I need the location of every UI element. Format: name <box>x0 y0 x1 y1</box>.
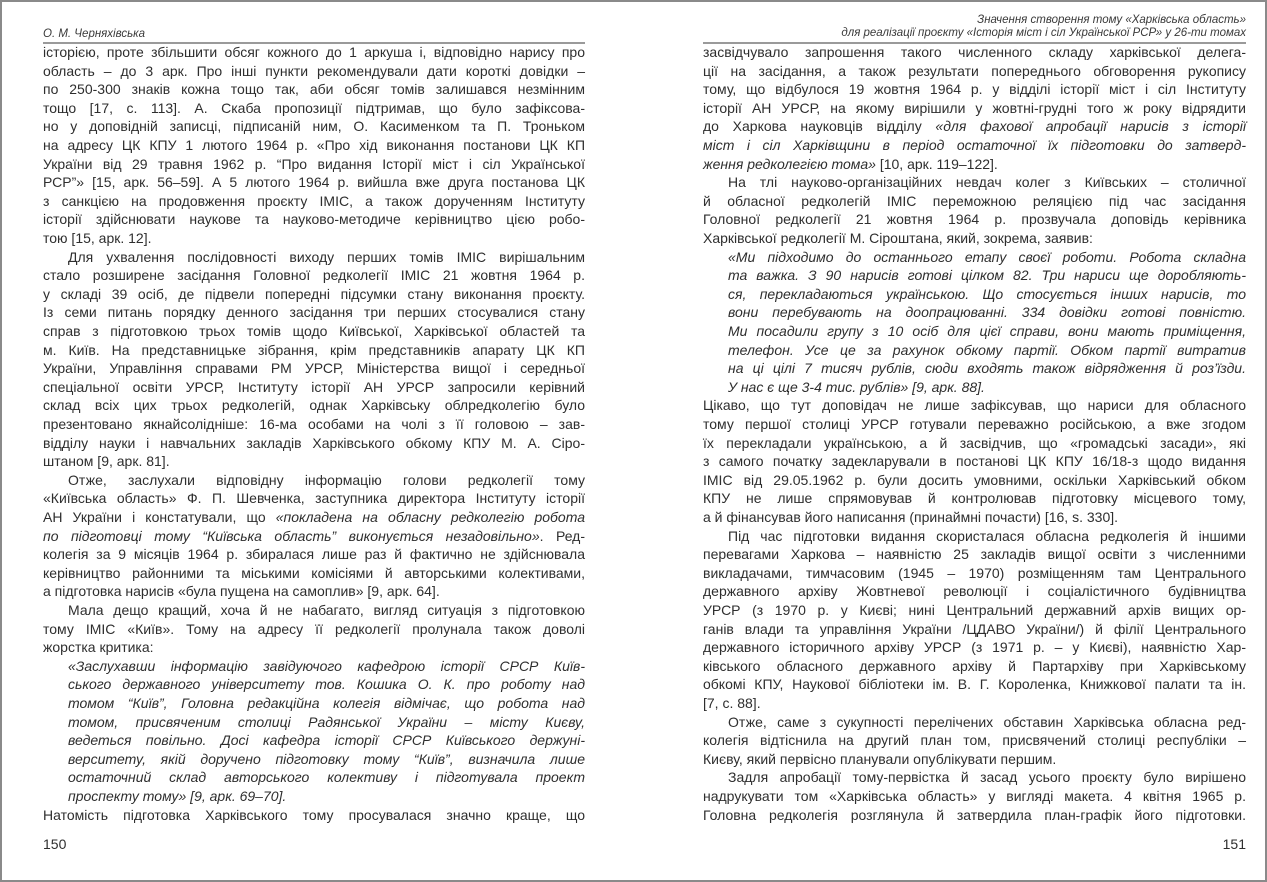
text-line <box>43 620 585 639</box>
line-text: остаточний склад авторського колективу і підготувала проект <box>68 769 585 786</box>
line-text: ганів влади та управління України /ЦДАВО України/) й філії Центрального <box>703 620 1246 637</box>
text-line <box>43 117 585 136</box>
text-line <box>43 248 585 267</box>
line-text: УРСР (з 1970 р. у Києві; нині Центральний державний архів вищих ор- <box>703 602 1246 618</box>
line-text: область – до 3 арк. Про інші пункти рекомендували дати короткі довідки – <box>43 62 585 79</box>
text-line <box>703 471 1246 490</box>
line-text: й обласної редколегій ІМІС переможною реляцією під час засідання <box>703 192 1246 209</box>
text-line <box>703 638 1246 657</box>
line-text: ся, перекладаються українською. Що стосується інших нарисів, то <box>728 285 1246 302</box>
line-text: томом, присвяченим столиці Радянської України – місту Києву, <box>68 713 585 730</box>
quote-line <box>68 787 585 806</box>
text-line <box>703 694 1246 713</box>
text-line <box>703 657 1246 676</box>
quote-line <box>68 675 585 694</box>
text-line <box>43 155 585 174</box>
line-text: Отже, саме з сукупності перелічених обставин Харківська обласна ред- <box>728 713 1246 730</box>
line-text: колегія відтіснила на другий план том, присвячений столиці республіки – <box>703 732 1246 749</box>
text-line <box>703 173 1246 192</box>
line-text: з санкцією на продовження проєкту ІМІС, а також дорученням Інституту <box>43 192 585 209</box>
line-text: тощо [17, с. 113]. А. Скаба пропозиції підтримав, що було зафіксова- <box>43 99 585 116</box>
line-text: колегія за 9 місяців 1964 р. збиралася лише раз й фактично не здійснювала <box>43 546 585 563</box>
text-line <box>43 136 585 155</box>
quote-line <box>68 657 585 676</box>
italic-quote-segment: ження редколегією тома» <box>703 155 876 172</box>
text-line <box>703 489 1246 508</box>
line-text: На тлі науково-організаційних невдач колег з Київських – столичної <box>728 174 1246 191</box>
quote-line <box>68 694 585 713</box>
line-text: Цікаво, що тут доповідач не лише зафіксував, що нариси для обласного <box>703 397 1246 414</box>
line-text: Отже, заслухали відповідну інформацію голови редколегії тому <box>68 471 585 488</box>
line-text: томом “Київ”, Головна редакційна колегія відмічає, що робота над <box>68 695 585 711</box>
right-page <box>703 2 1246 882</box>
line-text: відділу науки і навчальних закладів Харківського обкому КПУ М. А. Сіро- <box>43 434 585 451</box>
line-text: ківського обласного державного архіву й Партархіву при Харківському <box>703 657 1246 674</box>
quote-line <box>728 266 1246 285</box>
quote-line <box>728 341 1246 360</box>
line-text: ІМІС від 29.05.1962 р. були досить умовними, оскільки Харківський обком <box>703 471 1246 488</box>
line-text: з самого початку задекларували в постанові ЦК КПУ 16/18-з щодо видання <box>703 453 1246 470</box>
running-head-author <box>43 14 585 41</box>
text-line <box>703 62 1246 81</box>
line-text: стало розширене засідання Головної редколегії ІМІС 21 жовтня 1964 р. <box>43 267 585 284</box>
running-head-title <box>703 14 1246 41</box>
text-line <box>43 62 585 81</box>
quote-line <box>728 359 1246 378</box>
line-text: засвідчувало запрошення такого численного складу харківської делега- <box>703 44 1246 60</box>
quote-line <box>728 285 1246 304</box>
text-line <box>703 582 1246 601</box>
line-text: спеціальної освіти УРСР, Інституту історії АН УРСР запросили керівний <box>43 378 585 395</box>
line-text: а й фінансував його написання (принаймні почасти) [16, s. 330]. <box>703 509 1119 525</box>
quote-line <box>728 248 1246 267</box>
line-text: Києву, який первісно планували опублікувати першим. <box>703 750 1057 767</box>
line-text <box>43 527 585 546</box>
text-line <box>43 806 585 825</box>
line-text: тому, що відбулося 19 жовтня 1964 р. у відділі історії міст і сіл Інституту <box>703 81 1246 98</box>
italic-quote-segment: «покладена на обласну редколегію робота <box>275 509 585 525</box>
line-text: України, Управління справами РМ УРСР, Міністерства вищої і середньої <box>43 360 585 377</box>
line-text: Натомість підготовка Харківського тому просувалася значно краще, що <box>43 806 585 823</box>
text-line <box>43 545 585 564</box>
line-text: «Ми підходимо до останнього етапу своєї роботи. Робота складна <box>728 248 1246 265</box>
line-text: ведеться повільно. Досі кафедра історії СРСР Київського держуні- <box>68 732 585 749</box>
text-line <box>703 80 1246 99</box>
italic-quote-segment: «для фахової апробації нарисів з історії <box>935 118 1247 135</box>
quote-line <box>728 378 1246 397</box>
line-text: «Київська область» Ф. П. Шевченка, заступника директора Інституту історії <box>43 490 585 507</box>
text-line <box>43 322 585 341</box>
text-line <box>703 229 1246 248</box>
text-line <box>703 731 1246 750</box>
line-text: Під час підготовки видання скористалася обласна редколегія й іншими <box>728 527 1246 544</box>
text-line <box>43 192 585 211</box>
text-line <box>43 43 585 62</box>
line-text: ського державного університету тов. Кошика О. К. про роботу над <box>68 676 585 693</box>
text-line <box>43 415 585 434</box>
line-text: Задля апробації тому-первістка й засад усього проєкту було вирішено <box>728 769 1246 786</box>
text-line <box>703 117 1246 136</box>
text-line <box>703 545 1246 564</box>
line-text: обкомі КПУ, Наукової бібліотеки ім. В. Г. Короленка, Книжкової палати та ін. <box>703 676 1246 693</box>
line-text: РСР”» [15, арк. 56–59]. А 5 лютого 1964 р. вийшла вже друга постанова ЦК <box>43 174 585 191</box>
text-line <box>703 601 1246 620</box>
line-text: на ці цілі 7 тисяч рублів, сюди входять також відрядження й роз’їзди. <box>728 360 1246 377</box>
quote-line <box>68 731 585 750</box>
text-line <box>703 750 1246 769</box>
line-text: [7, с. 88]. <box>703 695 761 711</box>
line-text: державного історичного архіву УРСР (з 1971 р. – у Києві), наявністю Хар- <box>703 639 1246 656</box>
line-text: викладачами, тимчасовим (1945 – 1970) розміщенням там Центрального <box>703 564 1246 581</box>
line-text: а підготовка нарисів «була пущена на самоплив» [9, арк. 64]. <box>43 583 440 600</box>
text-line <box>43 80 585 99</box>
text-line <box>43 341 585 360</box>
line-text: штаном [9, арк. 81]. <box>43 453 170 470</box>
line-text: ції на засідання, а також результати попереднього обговорення рукопису <box>703 62 1246 79</box>
running-title-line-2: для реалізації проєкту «Історія міст і сіл Української РСР» у 26-ти томах <box>841 27 1246 39</box>
quote-line <box>728 322 1246 341</box>
line-text: тому першої столиці УРСР готували переважно російською, а вже згодом <box>703 416 1246 432</box>
text-line <box>43 452 585 471</box>
line-text: верситету, якій доручено підготовку тому “Київ”, визначила лише <box>68 750 585 767</box>
text-line <box>703 508 1246 527</box>
line-text: тою [15, арк. 12]. <box>43 230 152 246</box>
line-text: на адресу ЦК КПУ 1 лютого 1964 р. «Про хід виконання постанови ЦК КП <box>43 137 585 153</box>
line-text: Із семи питань порядку денного засідання три перших стосувалися стану <box>43 304 585 321</box>
line-text: у складі 39 осіб, де підвели попередні підсумки стану виконання проєкту. <box>43 285 585 302</box>
text-segment: . Ред- <box>539 527 586 544</box>
text-segment: [10, арк. 119–122]. <box>875 155 998 172</box>
line-text: Для ухвалення послідовності виходу перших томів ІМІС вирішальним <box>68 248 585 265</box>
line-text: жорстка критика: <box>43 639 154 656</box>
line-text: У нас є ще 3-4 тис. рублів» [9, арк. 88]. <box>728 378 985 395</box>
text-line <box>703 155 1246 174</box>
line-text <box>703 117 1246 136</box>
text-line <box>43 378 585 397</box>
page-number: 151 <box>1222 836 1246 852</box>
line-text: історії здійснювати наукове та науково-методиче керівництво цією робо- <box>43 211 585 228</box>
text-line <box>703 43 1246 62</box>
line-text: історією, проте збільшити обсяг кожного до 1 аркуша і, відповідно нарису про <box>43 44 585 60</box>
text-line <box>43 266 585 285</box>
text-line <box>43 359 585 378</box>
text-line <box>703 768 1246 787</box>
page-number: 150 <box>43 836 67 852</box>
line-text: «Заслухавши інформацію завідуючого кафедрою історії СРСР Київ- <box>68 657 585 674</box>
quote-line <box>68 750 585 769</box>
line-text: Харківської редколегії М. Сіроштана, який, зокрема, заявив: <box>703 230 1093 246</box>
text-line <box>703 210 1246 229</box>
line-text: перевагами Харкова – наявністю 25 закладів вищої освіти з численними <box>703 546 1246 563</box>
text-line <box>703 564 1246 583</box>
text-line <box>43 508 585 527</box>
line-text: тому ІМІС «Київ». Тому на адресу її редколегії пролунала також доволі <box>43 620 585 637</box>
line-text <box>703 155 998 174</box>
line-text: склад всіх цих трьох редколегій, однак Харківську облредколегію було <box>43 397 585 414</box>
text-line <box>43 173 585 192</box>
text-line <box>703 192 1246 211</box>
text-line <box>703 415 1246 434</box>
line-text: м. Київ. На представницьке зібрання, крім представників апарату ЦК КП <box>43 341 585 358</box>
italic-quote-segment: по підготовці тому “Київська область” виконується незадовільно» <box>43 527 540 544</box>
text-line <box>43 601 585 620</box>
text-line <box>703 136 1246 155</box>
line-text: надрукувати том «Харківська область» у вигляді макета. 4 квітня 1965 р. <box>703 788 1246 804</box>
line-text: державного архіву Жовтневої революції і соціалістичного будівництва <box>703 583 1246 600</box>
quote-line <box>68 713 585 732</box>
line-text: Головна редколегія розглянула й затвердила план-графік його підготовки. <box>703 806 1246 823</box>
line-text: презентовано якнайсолідніше: 16-ма особами на чолі з її головою – зав- <box>43 416 585 432</box>
text-line <box>43 434 585 453</box>
line-text: телефон. Усе це за рахунок обкому партії. Обком партії витратив <box>728 341 1246 358</box>
text-line <box>43 471 585 490</box>
line-text: Головної редколегії 21 жовтня 1964 р. прозвучала доповідь керівника <box>703 211 1246 228</box>
text-line <box>43 564 585 583</box>
line-text: вони перебувають на доопрацюванні. 334 довідки готові повністю. <box>728 304 1246 321</box>
text-line <box>703 99 1246 118</box>
line-text: проспекту тому» [9, арк. 69–70]. <box>68 788 287 804</box>
text-line <box>703 713 1246 732</box>
text-line <box>703 675 1246 694</box>
text-line <box>703 452 1246 471</box>
text-line <box>703 434 1246 453</box>
text-line <box>43 396 585 415</box>
line-text: керівництво районними та міськими комісіями й авторськими колективами, <box>43 564 585 581</box>
text-line <box>43 229 585 248</box>
text-line <box>43 527 585 546</box>
line-text: Ми посадили групу з 10 осіб для цієї справи, вони мають приміщення, <box>728 323 1246 339</box>
text-line <box>703 806 1246 825</box>
text-line <box>703 527 1246 546</box>
line-text <box>43 508 585 527</box>
author-name: О. М. Черняхівська <box>43 28 145 40</box>
left-page <box>43 2 585 882</box>
text-line <box>43 582 585 601</box>
text-line <box>703 396 1246 415</box>
text-segment: до Харкова науковців відділу <box>703 118 936 135</box>
text-segment: АН України і констатували, що <box>43 509 276 525</box>
text-line <box>43 285 585 304</box>
quote-line <box>728 303 1246 322</box>
line-text: Мала дещо кращий, хоча й не набагато, вигляд ситуація з підготовкою <box>68 602 585 618</box>
line-text: по 250-300 знаків кожна тощо так, аби обсяг томів залишався незмінним <box>43 81 585 98</box>
line-text: історії АН УРСР, на якому вирішили у жовтні-грудні того ж року відрядити <box>703 99 1246 116</box>
text-line <box>43 638 585 657</box>
line-text: КПУ не лише спрямовував й контролював підготовку місцевого тому, <box>703 490 1246 507</box>
running-title-line-1: Значення створення тому «Харківська область» <box>977 14 1246 26</box>
text-line <box>43 210 585 229</box>
text-line <box>43 489 585 508</box>
line-text: справ з підготовкою трьох томів щодо Київської, Харківської областей та <box>43 323 585 339</box>
line-text: їх перекладали українською, а й засвідчив, що «громадські засади», які <box>703 434 1246 451</box>
line-text: но у доповідній записці, підписаній ним, О. Касименком та П. Троньком <box>43 118 585 135</box>
text-line <box>43 303 585 322</box>
text-line <box>703 787 1246 806</box>
text-line <box>43 99 585 118</box>
text-line <box>703 620 1246 639</box>
quote-line <box>68 768 585 787</box>
line-text: України від 29 травня 1962 р. “Про видання Історії міст і сіл Української <box>43 155 585 172</box>
line-text: міст і сіл Харківщини в період остаточної їх підготовки до затверд- <box>703 137 1246 153</box>
line-text: та важка. З 90 нарисів готові цілком 82. Три нариси ще доробляють- <box>728 267 1246 284</box>
